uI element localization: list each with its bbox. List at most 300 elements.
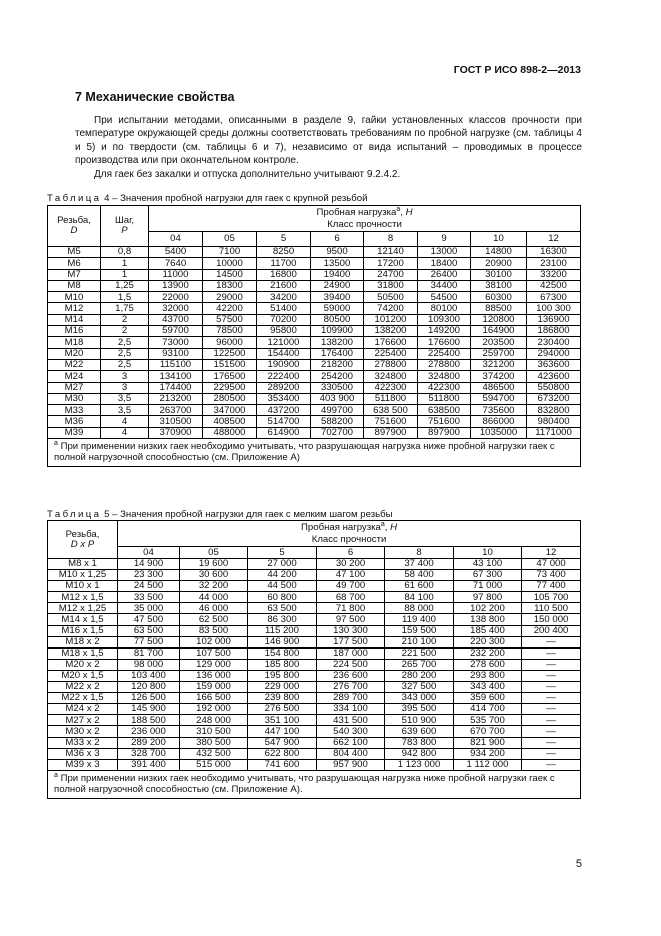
value-cell: 359 600 — [454, 693, 522, 704]
value-cell: 934 200 — [454, 748, 522, 759]
table-row — [48, 648, 581, 660]
table5-class-header: 12 — [522, 547, 581, 559]
value-cell: 324800 — [364, 371, 418, 382]
value-cell: 7100 — [203, 247, 257, 258]
value-cell: 702700 — [311, 427, 364, 438]
value-cell: 130 300 — [317, 625, 385, 636]
value-cell: 97 500 — [317, 614, 385, 625]
value-cell: 164900 — [471, 326, 527, 337]
table5 — [47, 520, 581, 799]
value-cell: 751600 — [418, 416, 471, 427]
value-cell: 380 500 — [180, 737, 248, 748]
thread-cell: M22 — [48, 359, 101, 370]
value-cell: 103 400 — [118, 670, 180, 681]
value-cell: 44 500 — [248, 581, 317, 592]
value-cell: 81 700 — [118, 648, 180, 660]
value-cell: 395 500 — [385, 704, 454, 715]
table4-footnote — [48, 439, 581, 467]
value-cell: 42500 — [527, 280, 581, 291]
value-cell: 63 500 — [118, 625, 180, 636]
value-cell: 109300 — [418, 314, 471, 325]
value-cell: 34400 — [418, 280, 471, 291]
thread-cell: M36 x 3 — [48, 748, 118, 759]
value-cell: 73 400 — [522, 570, 581, 581]
value-cell: 735600 — [471, 405, 527, 416]
table-row — [48, 303, 581, 314]
value-cell: 27 000 — [248, 559, 317, 570]
table4-thread-symbol: D — [70, 225, 78, 236]
table-row — [48, 625, 581, 636]
value-cell: 19400 — [311, 269, 364, 280]
table4-class-header: 9 — [418, 232, 471, 247]
value-cell: 146 900 — [248, 636, 317, 648]
table-row — [48, 337, 581, 348]
value-cell: 310 500 — [180, 726, 248, 737]
value-cell: 942 800 — [385, 748, 454, 759]
table5-caption-text: – Значения пробной нагрузки для гаек с мелким шагом резьбы — [112, 509, 393, 520]
thread-cell: M20 — [48, 348, 101, 359]
value-cell: 225400 — [364, 348, 418, 359]
value-cell: 110 500 — [522, 603, 581, 614]
value-cell: 100 300 — [527, 303, 581, 314]
value-cell: 324800 — [418, 371, 471, 382]
value-cell: 230400 — [527, 337, 581, 348]
value-cell: 254200 — [311, 371, 364, 382]
table-row — [48, 748, 581, 759]
value-cell: 68 700 — [317, 592, 385, 603]
value-cell: 71 800 — [317, 603, 385, 614]
table4-header-thread — [48, 206, 101, 247]
value-cell: 515 000 — [180, 759, 248, 770]
value-cell: 3,5 — [101, 393, 149, 404]
value-cell: 447 100 — [248, 726, 317, 737]
value-cell: 334 100 — [317, 704, 385, 715]
thread-cell: M6 — [48, 258, 101, 269]
value-cell: 278800 — [364, 359, 418, 370]
value-cell: 432 500 — [180, 748, 248, 759]
section-title: 7 Механические свойства — [75, 90, 235, 104]
thread-cell: M30 x 2 — [48, 726, 118, 737]
value-cell: 1 123 000 — [385, 759, 454, 770]
table4-class-header: 04 — [149, 232, 203, 247]
value-cell: 136900 — [527, 314, 581, 325]
value-cell: 422300 — [418, 382, 471, 393]
value-cell: 280 200 — [385, 670, 454, 681]
value-cell: 176400 — [311, 348, 364, 359]
value-cell: 10000 — [203, 258, 257, 269]
value-cell: 138200 — [311, 337, 364, 348]
value-cell: 70200 — [257, 314, 311, 325]
table5-class-header: 10 — [454, 547, 522, 559]
thread-cell: M14 — [48, 314, 101, 325]
table5-header-class: Класс прочности — [118, 534, 581, 547]
value-cell: 176600 — [418, 337, 471, 348]
value-cell: 38100 — [471, 280, 527, 291]
value-cell: 343 400 — [454, 682, 522, 693]
table-row — [48, 359, 581, 370]
table-row — [48, 348, 581, 359]
value-cell: 16800 — [257, 269, 311, 280]
table4-header-pitch — [101, 206, 149, 247]
table-row — [48, 581, 581, 592]
value-cell: 374200 — [471, 371, 527, 382]
value-cell: 61 600 — [385, 581, 454, 592]
thread-cell: M22 x 2 — [48, 682, 118, 693]
value-cell: 276 500 — [248, 704, 317, 715]
value-cell: 30100 — [471, 269, 527, 280]
value-cell: 187 000 — [317, 648, 385, 660]
table-row — [48, 280, 581, 291]
table4-caption-label: Таблица — [47, 193, 102, 204]
table5-class-header: 05 — [180, 547, 248, 559]
table4-class-header: 5 — [257, 232, 311, 247]
value-cell: 23100 — [527, 258, 581, 269]
value-cell: 102 000 — [180, 636, 248, 648]
table5-header-load: Пробная нагрузка$^а$, H — [118, 521, 581, 535]
page-number: 5 — [575, 858, 582, 870]
thread-cell: M27 x 2 — [48, 715, 118, 726]
value-cell: 59700 — [149, 326, 203, 337]
value-cell: 2,5 — [101, 337, 149, 348]
value-cell: 203500 — [471, 337, 527, 348]
value-cell: 26400 — [418, 269, 471, 280]
table4-class-header: 10 — [471, 232, 527, 247]
value-cell: — — [522, 659, 581, 670]
value-cell: 44 200 — [248, 570, 317, 581]
table5-class-header: 6 — [317, 547, 385, 559]
value-cell: 289 200 — [118, 737, 180, 748]
value-cell: 98 000 — [118, 659, 180, 670]
value-cell: 980400 — [527, 416, 581, 427]
value-cell: — — [522, 648, 581, 660]
value-cell: 129 000 — [180, 659, 248, 670]
value-cell: 1 — [101, 269, 149, 280]
table4-pitch-symbol: P — [121, 225, 128, 236]
value-cell: 594700 — [471, 393, 527, 404]
value-cell: 102 200 — [454, 603, 522, 614]
value-cell: 120800 — [471, 314, 527, 325]
table5-load-symbol: H — [390, 521, 398, 533]
value-cell: 119 400 — [385, 614, 454, 625]
value-cell: 957 900 — [317, 759, 385, 770]
value-cell: 105 700 — [522, 592, 581, 603]
table5-class-header: 8 — [385, 547, 454, 559]
thread-cell: M7 — [48, 269, 101, 280]
value-cell: 63 500 — [248, 603, 317, 614]
value-cell: 150 000 — [522, 614, 581, 625]
value-cell: 13000 — [418, 247, 471, 258]
table5-footnote-mark: а — [54, 771, 58, 779]
value-cell: 195 800 — [248, 670, 317, 681]
thread-cell: M12 — [48, 303, 101, 314]
value-cell: 24 500 — [118, 581, 180, 592]
table5-load-sup: а — [380, 520, 385, 528]
value-cell: 97 800 — [454, 592, 522, 603]
value-cell: 1,75 — [101, 303, 149, 314]
table-row — [48, 726, 581, 737]
value-cell: 2,5 — [101, 348, 149, 359]
table-row — [48, 416, 581, 427]
value-cell: 115 200 — [248, 625, 317, 636]
paragraph-2: Для гаек без закалки и отпуска дополнительно учитывают 9.2.4.2. — [94, 169, 401, 180]
value-cell: 11000 — [149, 269, 203, 280]
table-row — [48, 427, 581, 438]
value-cell: 1035000 — [471, 427, 527, 438]
value-cell: — — [522, 636, 581, 648]
value-cell: 88 000 — [385, 603, 454, 614]
value-cell: 49 700 — [317, 581, 385, 592]
value-cell: 151500 — [203, 359, 257, 370]
value-cell: 159 000 — [180, 682, 248, 693]
value-cell: 670 700 — [454, 726, 522, 737]
value-cell: 77 400 — [522, 581, 581, 592]
value-cell: 33200 — [527, 269, 581, 280]
value-cell: 232 200 — [454, 648, 522, 660]
value-cell: 42200 — [203, 303, 257, 314]
value-cell: 327 500 — [385, 682, 454, 693]
value-cell: 220 300 — [454, 636, 522, 648]
value-cell: 30 200 — [317, 559, 385, 570]
value-cell: 343 000 — [385, 693, 454, 704]
value-cell: 547 900 — [248, 737, 317, 748]
table-row — [48, 592, 581, 603]
table5-header-thread — [48, 521, 118, 559]
value-cell: — — [522, 737, 581, 748]
value-cell: 47 000 — [522, 559, 581, 570]
value-cell: 330500 — [311, 382, 364, 393]
table4-load-label: Пробная нагрузка — [316, 206, 397, 218]
value-cell: 221 500 — [385, 648, 454, 660]
value-cell: 431 500 — [317, 715, 385, 726]
value-cell: 192 000 — [180, 704, 248, 715]
paragraph-1: При испытании методами, описанными в разделе 9, гайки установленных классов прочности при температуре окружающей среды должны соответствовать требованиям по пробной нагрузке (см. таблицы 4 и 5) и по твердости (см. таблицы 6 и 7), независимо от вида испытаний – проводимых в процессе производства или при окончательном контроле. — [75, 115, 582, 167]
value-cell: 149200 — [418, 326, 471, 337]
table4-footnote-mark: а — [54, 439, 58, 447]
value-cell: 488000 — [203, 427, 257, 438]
value-cell: 29000 — [203, 292, 257, 303]
table5-load-label: Пробная нагрузка — [301, 521, 381, 533]
thread-cell: M14 x 1,5 — [48, 614, 118, 625]
table-row — [48, 269, 581, 280]
value-cell: 138 800 — [454, 614, 522, 625]
value-cell: 31800 — [364, 280, 418, 291]
value-cell: — — [522, 670, 581, 681]
table4-caption — [47, 193, 367, 204]
value-cell: 897900 — [364, 427, 418, 438]
value-cell: 2,5 — [101, 359, 149, 370]
value-cell: 77 500 — [118, 636, 180, 648]
thread-cell: M24 — [48, 371, 101, 382]
value-cell: 741 600 — [248, 759, 317, 770]
value-cell: 363600 — [527, 359, 581, 370]
table-row — [48, 636, 581, 648]
value-cell: 30 600 — [180, 570, 248, 581]
standard-designation: ГОСТ Р ИСО 898-2—2013 — [453, 64, 581, 76]
table-row — [48, 326, 581, 337]
value-cell: 14800 — [471, 247, 527, 258]
value-cell: — — [522, 726, 581, 737]
value-cell: 510 900 — [385, 715, 454, 726]
value-cell: 310500 — [149, 416, 203, 427]
value-cell: 32 200 — [180, 581, 248, 592]
table-row — [48, 559, 581, 570]
table4-footnote-text: При применении низких гаек необходимо учитывать, что разрушающая нагрузка ниже пробной нагрузки гаек с полной нагрузочной способностью (см. Приложение А) — [54, 441, 555, 464]
value-cell: 24700 — [364, 269, 418, 280]
value-cell: 174400 — [149, 382, 203, 393]
value-cell: 13500 — [311, 258, 364, 269]
value-cell: 276 700 — [317, 682, 385, 693]
value-cell: 115100 — [149, 359, 203, 370]
value-cell: 14500 — [203, 269, 257, 280]
value-cell: 210 100 — [385, 636, 454, 648]
value-cell: 1 — [101, 258, 149, 269]
thread-cell: M18 x 2 — [48, 636, 118, 648]
value-cell: 638 500 — [364, 405, 418, 416]
value-cell: 9500 — [311, 247, 364, 258]
table5-caption — [47, 509, 393, 520]
value-cell: 2 — [101, 326, 149, 337]
table4-caption-text: – Значения пробной нагрузки для гаек с крупной резьбой — [112, 193, 368, 204]
table5-thread-symbol: D x P — [70, 538, 95, 550]
value-cell: 19 600 — [180, 559, 248, 570]
table5-caption-label: Таблица — [47, 509, 102, 520]
value-cell: 37 400 — [385, 559, 454, 570]
value-cell: 5400 — [149, 247, 203, 258]
thread-cell: M10 x 1,25 — [48, 570, 118, 581]
value-cell: 122500 — [203, 348, 257, 359]
value-cell: 59000 — [311, 303, 364, 314]
table5-thread-label: Резьба, — [65, 528, 100, 540]
value-cell: 3 — [101, 382, 149, 393]
value-cell: 403 900 — [311, 393, 364, 404]
value-cell: 84 100 — [385, 592, 454, 603]
value-cell: 145 900 — [118, 704, 180, 715]
thread-cell: M12 x 1,25 — [48, 603, 118, 614]
value-cell: 176600 — [364, 337, 418, 348]
value-cell: 1171000 — [527, 427, 581, 438]
value-cell: 16300 — [527, 247, 581, 258]
value-cell: 83 500 — [180, 625, 248, 636]
value-cell: 190900 — [257, 359, 311, 370]
table5-footnote-text: При применении низких гаек необходимо учитывать, что разрушающая нагрузка ниже пробной нагрузки гаек с полной нагрузочной способностью (см. Приложение А). — [54, 772, 555, 795]
value-cell: 58 400 — [385, 570, 454, 581]
table4-header-load: Пробная нагрузка$^а$, H — [149, 206, 581, 220]
table-row — [48, 247, 581, 258]
value-cell: 821 900 — [454, 737, 522, 748]
value-cell: 638500 — [418, 405, 471, 416]
value-cell: 1 112 000 — [454, 759, 522, 770]
value-cell: 236 000 — [118, 726, 180, 737]
table4-caption-number: 4 — [104, 193, 110, 204]
table-row — [48, 759, 581, 770]
table-row — [48, 682, 581, 693]
value-cell: 34200 — [257, 292, 311, 303]
table5-class-header: 04 — [118, 547, 180, 559]
value-cell: 0,8 — [101, 247, 149, 258]
value-cell: 138200 — [364, 326, 418, 337]
value-cell: 213200 — [149, 393, 203, 404]
value-cell: 186800 — [527, 326, 581, 337]
table-row — [48, 371, 581, 382]
value-cell: 134100 — [149, 371, 203, 382]
value-cell: 33 500 — [118, 592, 180, 603]
thread-cell: M24 x 2 — [48, 704, 118, 715]
table-row — [48, 382, 581, 393]
value-cell: 289200 — [257, 382, 311, 393]
value-cell: 121000 — [257, 337, 311, 348]
table4 — [47, 205, 581, 467]
thread-cell: M10 — [48, 292, 101, 303]
value-cell: 17200 — [364, 258, 418, 269]
thread-cell: M20 x 1,5 — [48, 670, 118, 681]
value-cell: 44 000 — [180, 592, 248, 603]
value-cell: 293 800 — [454, 670, 522, 681]
value-cell: 88500 — [471, 303, 527, 314]
value-cell: 614900 — [257, 427, 311, 438]
table4-header-class: Класс прочности — [149, 219, 581, 232]
value-cell: 1,25 — [101, 280, 149, 291]
value-cell: 177 500 — [317, 636, 385, 648]
table-row — [48, 715, 581, 726]
value-cell: 804 400 — [317, 748, 385, 759]
value-cell: 673200 — [527, 393, 581, 404]
value-cell: 80500 — [311, 314, 364, 325]
value-cell: — — [522, 693, 581, 704]
value-cell: 414 700 — [454, 704, 522, 715]
thread-cell: M33 — [48, 405, 101, 416]
table-row — [48, 693, 581, 704]
value-cell: 46 000 — [180, 603, 248, 614]
thread-cell: M18 x 1,5 — [48, 648, 118, 660]
table4-load-symbol: H — [405, 206, 413, 218]
value-cell: 437200 — [257, 405, 311, 416]
value-cell: 95800 — [257, 326, 311, 337]
value-cell: 22000 — [149, 292, 203, 303]
value-cell: 236 600 — [317, 670, 385, 681]
value-cell: 47 100 — [317, 570, 385, 581]
value-cell: 39400 — [311, 292, 364, 303]
table-row — [48, 670, 581, 681]
thread-cell: M5 — [48, 247, 101, 258]
table-row — [48, 737, 581, 748]
table4-load-sup: а — [396, 205, 401, 213]
table4-class-header: 05 — [203, 232, 257, 247]
value-cell: 120 800 — [118, 682, 180, 693]
value-cell: 18400 — [418, 258, 471, 269]
value-cell: 12140 — [364, 247, 418, 258]
value-cell: 328 700 — [118, 748, 180, 759]
value-cell: 14 900 — [118, 559, 180, 570]
table-row — [48, 614, 581, 625]
thread-cell: M20 x 2 — [48, 659, 118, 670]
value-cell: 321200 — [471, 359, 527, 370]
value-cell: 67300 — [527, 292, 581, 303]
value-cell: 370900 — [149, 427, 203, 438]
value-cell: 588200 — [311, 416, 364, 427]
value-cell: — — [522, 748, 581, 759]
value-cell: 188 500 — [118, 715, 180, 726]
value-cell: 23 300 — [118, 570, 180, 581]
value-cell: 20900 — [471, 258, 527, 269]
value-cell: 486500 — [471, 382, 527, 393]
value-cell: 185 800 — [248, 659, 317, 670]
value-cell: 54500 — [418, 292, 471, 303]
value-cell: 78500 — [203, 326, 257, 337]
table5-footnote — [48, 770, 581, 798]
value-cell: 107 500 — [180, 648, 248, 660]
value-cell: 514700 — [257, 416, 311, 427]
thread-cell: M8 — [48, 280, 101, 291]
